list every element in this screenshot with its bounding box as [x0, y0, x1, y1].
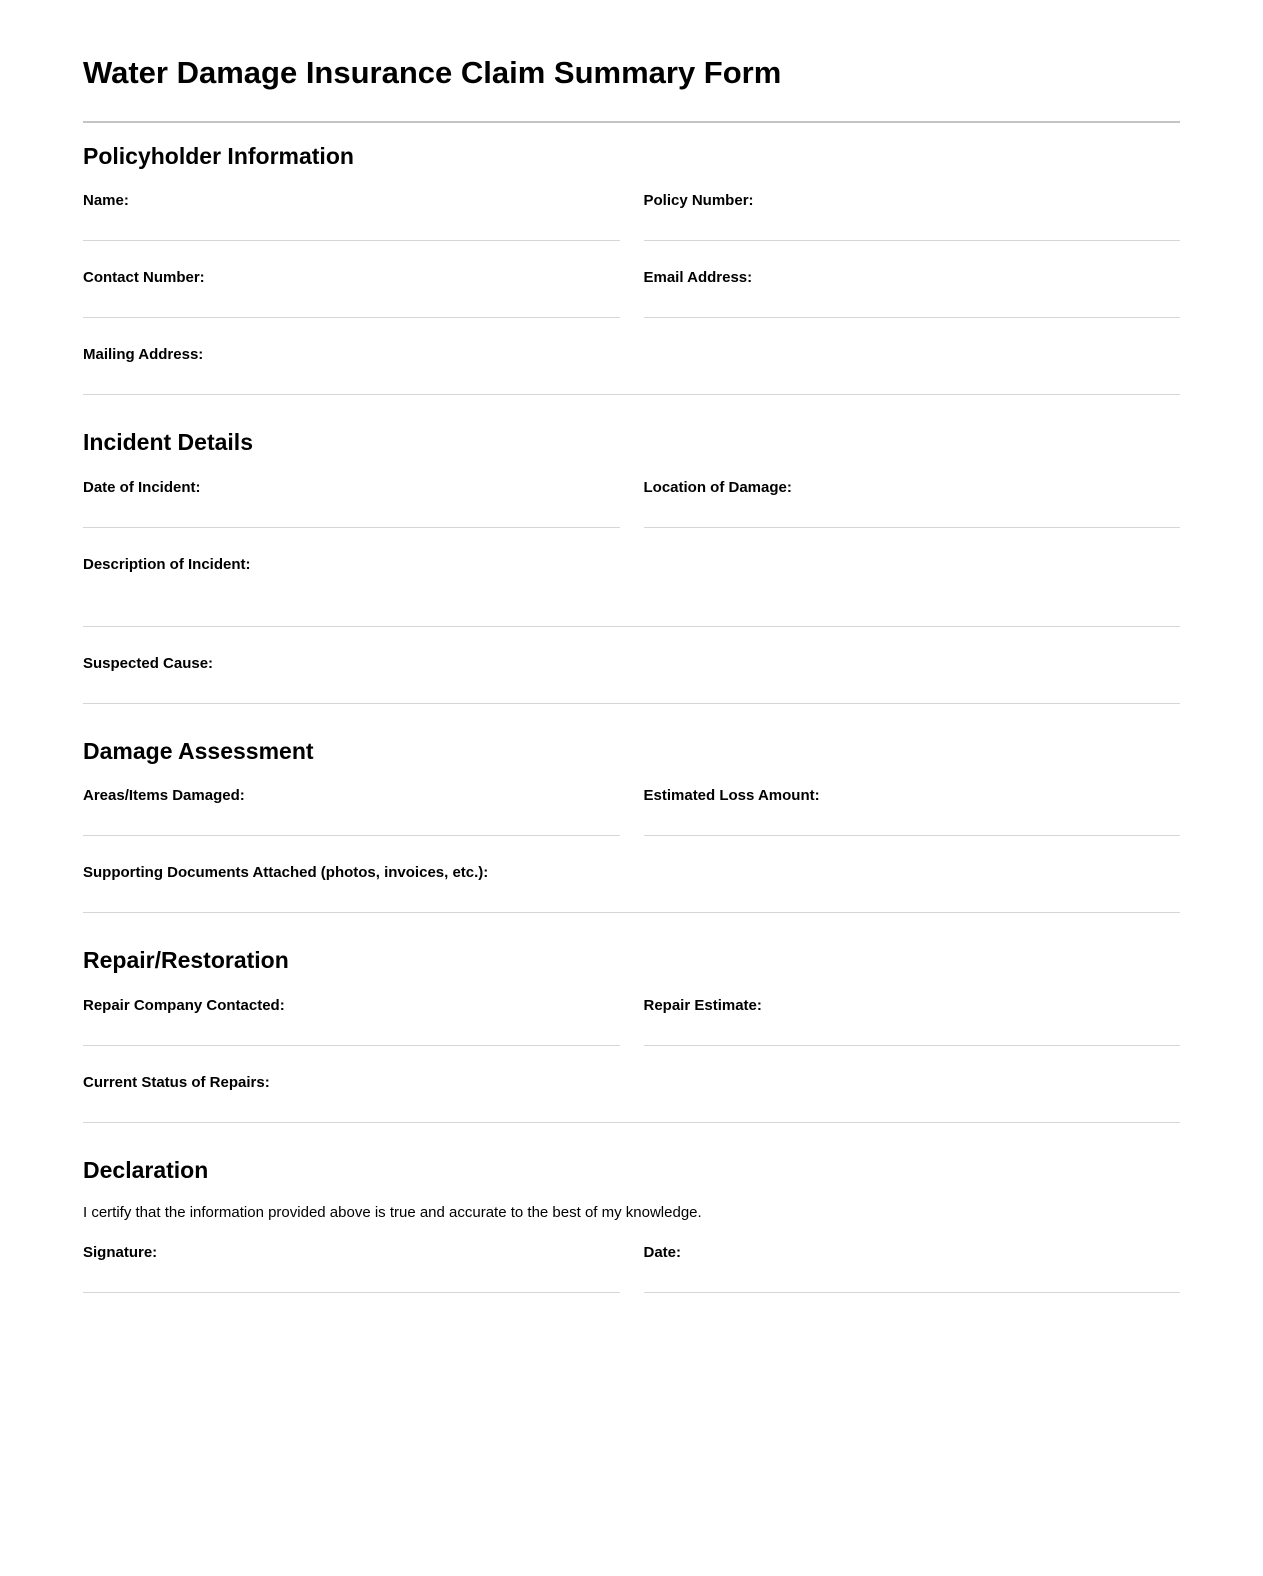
- field-contact-number: [83, 269, 620, 318]
- field-suspected-cause: [83, 655, 1180, 704]
- suspected-cause-label: Suspected Cause:: [83, 654, 214, 672]
- name-input[interactable]: [83, 240, 620, 241]
- policy-number-input[interactable]: [644, 240, 1181, 241]
- declaration-statement: I certify that the information provided above is true and accurate to the best of my knowledge.: [83, 1203, 702, 1221]
- repair-company-contacted-input[interactable]: [83, 1045, 620, 1046]
- repair-company-contacted-label: Repair Company Contacted:: [83, 997, 285, 1015]
- page-title: Water Damage Insurance Claim Summary Form: [83, 55, 782, 90]
- suspected-cause-input[interactable]: [83, 703, 1180, 704]
- current-status-of-repairs-input[interactable]: [83, 1122, 1180, 1123]
- section-heading-incident: Incident Details: [83, 429, 253, 456]
- field-row: [83, 346, 1180, 395]
- policy-number-label: Policy Number:: [643, 192, 754, 210]
- mailing-address-label: Mailing Address:: [83, 346, 204, 364]
- current-status-of-repairs-label: Current Status of Repairs:: [83, 1074, 270, 1092]
- section-heading-policyholder: Policyholder Information: [83, 142, 354, 169]
- field-row: [83, 1244, 1180, 1293]
- field-mailing-address: [83, 346, 1180, 395]
- field-description-of-incident: [83, 556, 1180, 627]
- field-row: [83, 655, 1180, 704]
- description-of-incident-label: Description of Incident:: [83, 555, 251, 573]
- email-address-label: Email Address:: [643, 269, 753, 287]
- email-address-input[interactable]: [644, 317, 1181, 318]
- signature-input[interactable]: [83, 1292, 620, 1293]
- name-label: Name:: [83, 192, 129, 210]
- mailing-address-input[interactable]: [83, 394, 1180, 395]
- location-of-damage-label: Location of Damage:: [643, 478, 792, 496]
- date-label: Date:: [643, 1243, 682, 1261]
- field-date-of-incident: [83, 479, 620, 528]
- description-of-incident-input[interactable]: [83, 626, 1180, 627]
- field-row: [83, 269, 1180, 318]
- field-estimated-loss-amount: [644, 787, 1181, 836]
- field-email-address: [644, 269, 1181, 318]
- section-damage-assessment: [83, 738, 1180, 914]
- field-current-status-of-repairs: [83, 1074, 1180, 1123]
- repair-estimate-label: Repair Estimate:: [643, 997, 762, 1015]
- date-of-incident-label: Date of Incident:: [83, 478, 201, 496]
- field-date: [644, 1244, 1181, 1293]
- field-repair-company-contacted: [83, 997, 620, 1046]
- field-name: [83, 192, 620, 241]
- areas-items-damaged-label: Areas/Items Damaged:: [83, 787, 245, 805]
- section-incident-details: [83, 429, 1180, 704]
- signature-label: Signature:: [83, 1243, 158, 1261]
- date-input[interactable]: [644, 1292, 1181, 1293]
- field-row: [83, 1074, 1180, 1123]
- supporting-documents-label: Supporting Documents Attached (photos, invoices, etc.):: [83, 864, 489, 882]
- field-areas-items-damaged: [83, 787, 620, 836]
- field-row: [83, 479, 1180, 528]
- field-row: [83, 864, 1180, 913]
- estimated-loss-amount-input[interactable]: [644, 835, 1181, 836]
- field-row: [83, 997, 1180, 1046]
- section-policyholder-information: [83, 143, 1180, 396]
- contact-number-label: Contact Number:: [83, 269, 205, 287]
- field-supporting-documents: [83, 864, 1180, 913]
- field-row: [83, 787, 1180, 836]
- location-of-damage-input[interactable]: [644, 527, 1181, 528]
- areas-items-damaged-input[interactable]: [83, 835, 620, 836]
- estimated-loss-amount-label: Estimated Loss Amount:: [643, 787, 820, 805]
- section-repair-restoration: [83, 947, 1180, 1123]
- contact-number-input[interactable]: [83, 317, 620, 318]
- section-heading-declaration: Declaration: [83, 1157, 209, 1184]
- field-location-of-damage: [644, 479, 1181, 528]
- section-heading-damage: Damage Assessment: [83, 737, 314, 764]
- field-repair-estimate: [644, 997, 1181, 1046]
- repair-estimate-input[interactable]: [644, 1045, 1181, 1046]
- field-signature: [83, 1244, 620, 1293]
- supporting-documents-input[interactable]: [83, 912, 1180, 913]
- title-divider: [83, 121, 1180, 123]
- field-policy-number: [644, 192, 1181, 241]
- section-heading-repair: Repair/Restoration: [83, 947, 289, 974]
- field-row: [83, 556, 1180, 627]
- date-of-incident-input[interactable]: [83, 527, 620, 528]
- field-row: [83, 192, 1180, 241]
- section-declaration: [83, 1157, 1180, 1293]
